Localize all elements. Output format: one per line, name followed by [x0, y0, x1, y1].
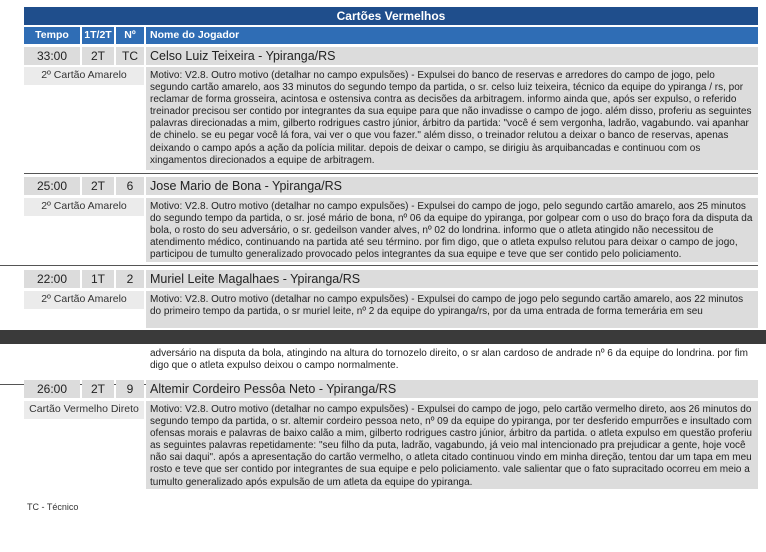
- entry-card-type: 2º Cartão Amarelo: [24, 291, 144, 309]
- entry-number: TC: [116, 47, 144, 65]
- column-header-half: 1T/2T: [82, 27, 114, 44]
- legend-note: TC - Técnico: [27, 502, 79, 512]
- entry-player: Jose Mario de Bona - Ypiranga/RS: [146, 177, 758, 195]
- entry-half: 1T: [82, 270, 114, 288]
- entry-card-type: 2º Cartão Amarelo: [24, 198, 144, 216]
- entry-number: 2: [116, 270, 144, 288]
- entry-half: 2T: [82, 47, 114, 65]
- entry-reason: Motivo: V2.8. Outro motivo (detalhar no campo expulsões) - Expulsei do campo de jogo, pelo segundo cartão amarelo, aos 25 minutos do segundo tempo da partida, o sr. josé mário de bona, nº 06 da equipe do ypiranga, por golpear com o uso do braço fora da disputa da bola, o rosto do seu adversário, o sr. gedeilson vander alves, nº 02 do londrina. informo que o atleta atingido não necessitou de atendimento médico, continuando na partida até seu término. por fim digo, que o atleta expulso relutou para deixar o campo de jogo, participou de tumulto generalizado provocado pelos integrantes da sua equipe e teve que ser contido pelo policiamento.: [146, 198, 758, 262]
- entry-player: Muriel Leite Magalhaes - Ypiranga/RS: [146, 270, 758, 288]
- entry-time: 26:00: [24, 380, 80, 398]
- row-divider: [0, 265, 758, 266]
- entry-player: Celso Luiz Teixeira - Ypiranga/RS: [146, 47, 758, 65]
- entry-card-type: 2º Cartão Amarelo: [24, 67, 144, 85]
- entry-reason: Motivo: V2.8. Outro motivo (detalhar no campo expulsões) - Expulsei do banco de reservas e arredores do campo de jogo, pelo segundo cartão amarelo, aos 33 minutos do segundo tempo da partida, o sr. celso luiz teixeira, técnico da equipe do ypiranga / rs, por reclamar de forma grosseira, acintosa e ostensiva contra as decisões da arbitragem. informo ainda que, após ser expulso, o referido treinador precisou ser contido por integrantes da sua equipe para que não invadisse o campo de jogo. além disso, proferiu as seguintes palavras direcionadas a mim, gilberto rodrigues castro júnior, árbitro da partida: "você é sem vergonha, ladrão, vagabundo. vai apanhar de chinelo. se eu pegar você lá fora, vai ver o que vou fazer." além disso, o treinador relutou a deixar o banco de reservas, apenas deixando o campo após a ação da polícia militar. depois de deixar o campo, se dirigiu às arquibancadas e continuou com os xingamentos direcionados a equipe de arbitragem.: [146, 67, 758, 170]
- entry-reason-continued: adversário na disputa da bola, atingindo na altura do tornozelo direito, o sr alan cardoso de andrade nº 6 da equipe do londrina. por fim digo que o atleta expulso deixou o campo normalmente.: [146, 345, 758, 373]
- entry-half: 2T: [82, 177, 114, 195]
- entry-number: 6: [116, 177, 144, 195]
- column-header-player: Nome do Jogador: [146, 27, 758, 44]
- entry-time: 33:00: [24, 47, 80, 65]
- entry-number: 9: [116, 380, 144, 398]
- section-title: Cartões Vermelhos: [24, 7, 758, 25]
- entry-reason: Motivo: V2.8. Outro motivo (detalhar no campo expulsões) - Expulsei do campo de jogo, pelo cartão vermelho direto, aos 26 minutos do segundo tempo da partida, o sr. altemir cordeiro pessoa neto, nº 09 da equipe do ypiranga, por ter desferido empurrões e insultado com ofensas morais e palavras de baixo calão a mim, gilberto rodrigues castro júnior, árbitro da partida. o atleta expulso em questão proferiu as seguintes palavras repetidamente: "seu filho da puta, ladrão, vagabundo, já veio mal intencionado pra prejudicar a gente, hoje você não sai daqui". após a apresentação do cartão vermelho, o atleta citado continuou vindo em minha direção, tentou dar um tapa em meu rosto e teve que ser contido por integrantes de sua equipe e pelo policiamento. vale salientar que o fato supracitado ocorreu em meio a tumulto generalizado após expulsão de um atleta da equipe do ypiranga.: [146, 401, 758, 489]
- entry-reason: Motivo: V2.8. Outro motivo (detalhar no campo expulsões) - Expulsei do campo de jogo pelo segundo cartão amarelo, aos 22 minutos do primeiro tempo da partida, o sr muriel leite, nº 2 da equipe do ypiranga/rs, por da uma entrada de forma temerária em seu: [146, 291, 758, 328]
- entry-half: 2T: [82, 380, 114, 398]
- entry-player: Altemir Cordeiro Pessôa Neto - Ypiranga/RS: [146, 380, 758, 398]
- entry-time: 22:00: [24, 270, 80, 288]
- row-divider: [24, 173, 758, 174]
- entry-time: 25:00: [24, 177, 80, 195]
- column-header-time: Tempo: [24, 27, 80, 44]
- page-break-band: [0, 330, 766, 344]
- entry-card-type: Cartão Vermelho Direto: [24, 401, 144, 419]
- column-header-number: Nº: [116, 27, 144, 44]
